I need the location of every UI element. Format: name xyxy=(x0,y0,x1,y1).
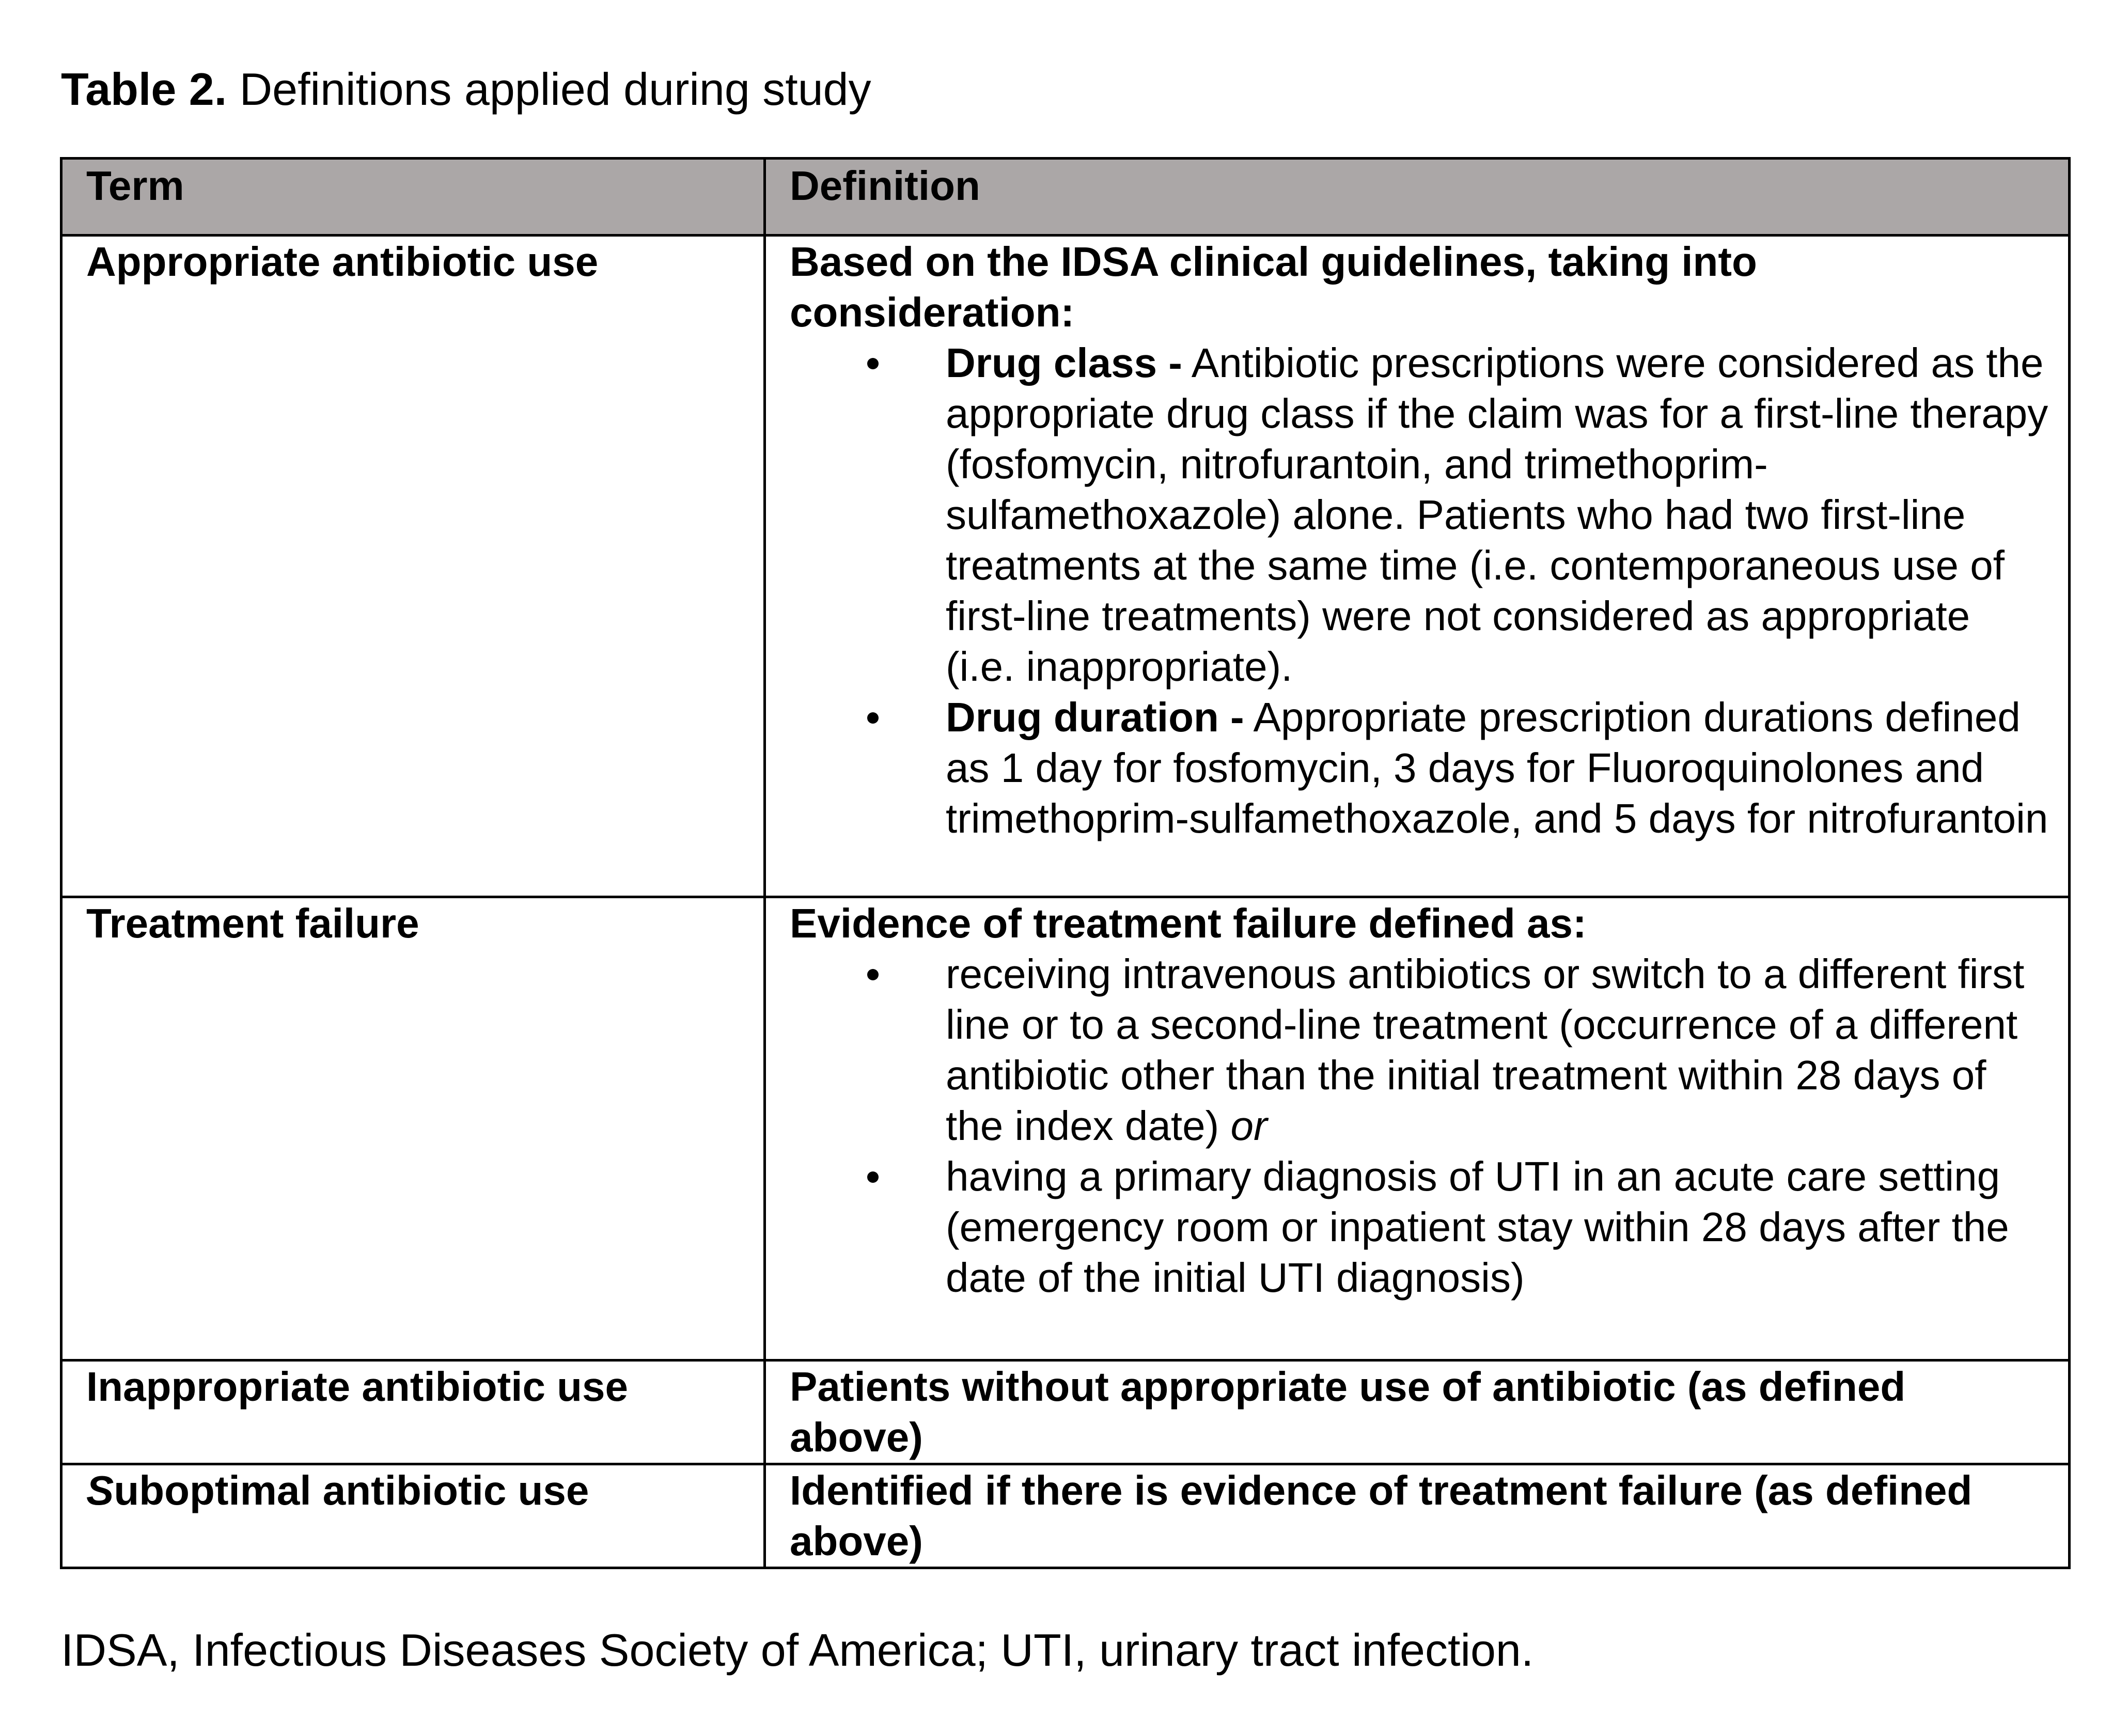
definition-bullet-list xyxy=(790,338,2049,844)
table-caption-text: Definitions applied during study xyxy=(227,64,871,115)
header-definition: Definition xyxy=(765,159,2070,236)
bullet-text: Antibiotic prescriptions were considered as the appropriate drug class if the claim was for a first-line therapy (fosfomycin, nitrofurantoin, and trimethoprim-sulfamethoxazole) alone. Patients who had two first-line treatments at the same time (i.e. contemporaneous use of first-line treatments) were not considered as appropriate (i.e. inappropriate). xyxy=(946,340,2048,690)
definition-lead: Evidence of treatment failure defined as: xyxy=(790,900,1587,946)
definition-cell xyxy=(765,1464,2070,1568)
list-item xyxy=(790,338,2049,692)
table-row xyxy=(61,236,2070,897)
definition-cell xyxy=(765,897,2070,1360)
term-cell xyxy=(61,897,765,1360)
bullet-icon xyxy=(867,969,879,980)
definition-text: Patients without appropriate use of antibiotic (as defined above) xyxy=(790,1364,1906,1460)
term-cell xyxy=(61,236,765,897)
list-item xyxy=(790,949,2049,1151)
term-appropriate-antibiotic-use: Appropriate antibiotic use xyxy=(86,239,599,285)
definitions-table xyxy=(60,157,2071,1569)
term-rest: uboptimal antibiotic use xyxy=(114,1467,589,1513)
table-row xyxy=(61,1360,2070,1464)
table-row xyxy=(61,1464,2070,1568)
list-item xyxy=(790,1151,2049,1303)
header-term: Term xyxy=(61,159,765,236)
term-suboptimal-antibiotic-use xyxy=(86,1467,589,1513)
list-item xyxy=(790,692,2049,844)
definition-cell xyxy=(765,1360,2070,1464)
term-cell xyxy=(61,1360,765,1464)
definition-cell xyxy=(765,236,2070,897)
table-footnote: IDSA, Infectious Diseases Society of America; UTI, urinary tract infection. xyxy=(61,1624,1534,1676)
term-cell xyxy=(61,1464,765,1568)
bullet-title: Drug duration - xyxy=(946,694,1244,740)
term-treatment-failure: Treatment failure xyxy=(86,900,419,946)
table-row xyxy=(61,897,2070,1360)
bullet-icon xyxy=(867,358,879,369)
definition-lead: Based on the IDSA clinical guidelines, taking into consideration: xyxy=(790,239,1757,335)
bullet-italic-suffix: or xyxy=(1230,1103,1267,1149)
definition-text: Identified if there is evidence of treatment failure (as defined above) xyxy=(790,1467,1973,1564)
term-italic-initial: S xyxy=(86,1467,114,1513)
bullet-text: receiving intravenous antibiotics or switch to a different first line or to a second-line treatment (occurrence of a different antibiotic other than the initial treatment within 28 days of the index date) xyxy=(946,951,2025,1149)
bullet-title: Drug class - xyxy=(946,340,1182,386)
table-caption-label: Table 2. xyxy=(61,64,227,115)
table-header-row xyxy=(61,159,2070,236)
term-inappropriate-antibiotic-use: Inappropriate antibiotic use xyxy=(86,1364,629,1410)
definition-bullet-list xyxy=(790,949,2049,1303)
bullet-icon xyxy=(867,1171,879,1183)
bullet-text: Appropriate prescription durations defined as 1 day for fosfomycin, 3 days for Fluoroquinolones and trimethoprim-sulfamethoxazole, and 5 days for nitrofurantoin xyxy=(946,694,2048,841)
bullet-icon xyxy=(867,712,879,724)
table-caption xyxy=(61,61,871,118)
bullet-text: having a primary diagnosis of UTI in an acute care setting (emergency room or inpatient stay within 28 days after the date of the initial UTI diagnosis) xyxy=(946,1153,2009,1301)
